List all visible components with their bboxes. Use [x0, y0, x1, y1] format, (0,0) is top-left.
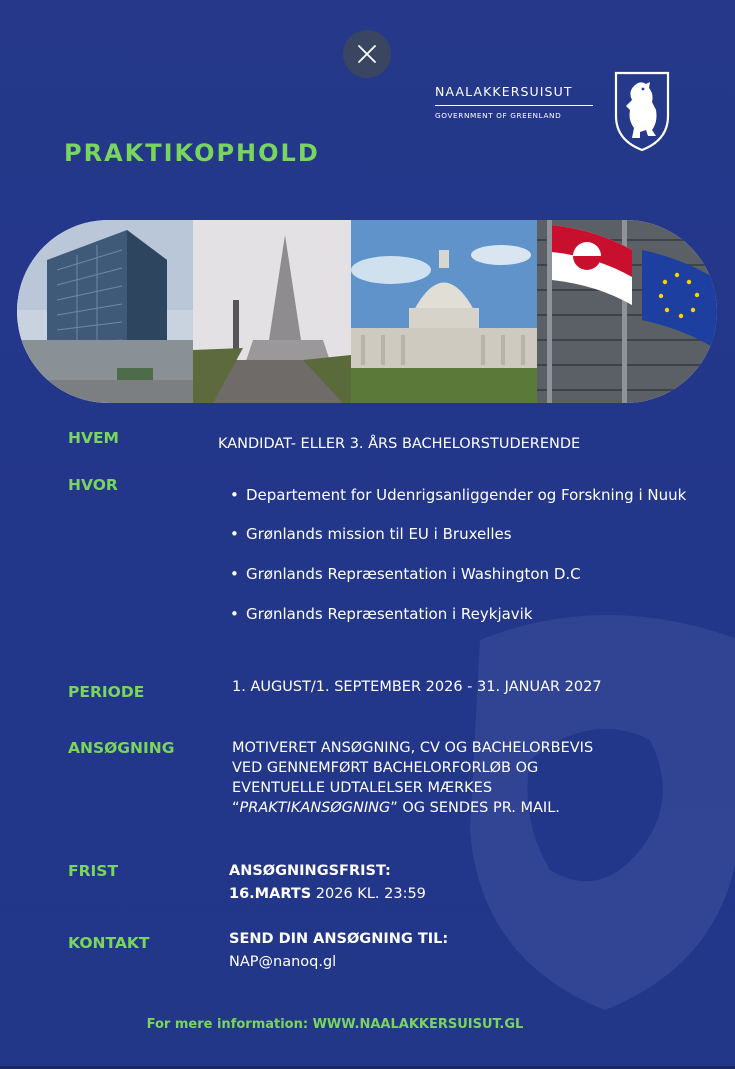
footer-info-link[interactable]: For mere information: WWW.NAALAKKERSUISUT.GL [146, 1017, 524, 1032]
ansogning-line-3: EVENTUELLE UDTALELSER MÆRKES [232, 780, 493, 796]
location-list [230, 485, 710, 624]
location-item: • Grønlands Repræsentation i Washington D.C [230, 564, 710, 584]
label-periode: PERIODE [68, 683, 145, 701]
photo-us-capitol [351, 220, 537, 403]
subject-marking: PRAKTIKANSØGNING [239, 800, 391, 816]
logo-title: NAALAKKERSUISUT [435, 84, 573, 99]
frist-heading: ANSØGNINGSFRIST: [229, 863, 391, 879]
logo-divider [435, 105, 593, 106]
photo-banner [17, 220, 717, 403]
label-hvor: HVOR [68, 476, 118, 494]
ansogning-line-1: MOTIVERET ANSØGNING, CV OG BACHELORBEVIS [232, 740, 594, 756]
page-title: PRAKTIKOPHOLD [64, 139, 320, 167]
frist-date-rest: 2026 KL. 23:59 [311, 886, 426, 902]
ansogning-line-4-rest: ” OG SENDES PR. MAIL. [390, 800, 560, 816]
label-hvem: HVEM [68, 429, 119, 447]
polar-bear-shield-icon [612, 70, 672, 152]
location-item: • Departement for Udenrigsanliggender og Forskning i Nuuk [230, 485, 710, 505]
hvem-value: KANDIDAT- ELLER 3. ÅRS BACHELORSTUDERENDE [218, 436, 581, 452]
photo-hallgrimskirkja [193, 220, 351, 403]
label-ansogning: ANSØGNING [68, 739, 175, 757]
photo-office-building [17, 220, 193, 403]
kontakt-value [229, 929, 448, 972]
ansogning-line-2: VED GENNEMFØRT BACHELORFORLØB OG [232, 760, 539, 776]
label-frist: FRIST [68, 862, 119, 880]
frist-date [229, 884, 426, 904]
location-item: • Grønlands Repræsentation i Reykjavik [230, 604, 710, 624]
label-kontakt: KONTAKT [68, 934, 150, 952]
photo-flags-eu-building [537, 220, 717, 403]
frist-value [229, 861, 426, 904]
kontakt-heading: SEND DIN ANSØGNING TIL: [229, 931, 449, 947]
quote-open: “ [232, 800, 240, 816]
ansogning-value [232, 738, 702, 818]
logo-subtitle: GOVERNMENT OF GREENLAND [435, 111, 562, 120]
contact-email-link[interactable]: NAP@nanoq.gl [229, 954, 337, 970]
government-logo-text [435, 84, 593, 120]
ansogning-line-4 [232, 798, 702, 818]
location-item: • Grønlands mission til EU i Bruxelles [230, 524, 710, 544]
periode-value: 1. AUGUST/1. SEPTEMBER 2026 - 31. JANUAR 2027 [232, 679, 602, 695]
close-button[interactable] [343, 30, 391, 78]
frist-date-bold: 16.MARTS [229, 886, 312, 902]
close-icon [357, 44, 377, 64]
